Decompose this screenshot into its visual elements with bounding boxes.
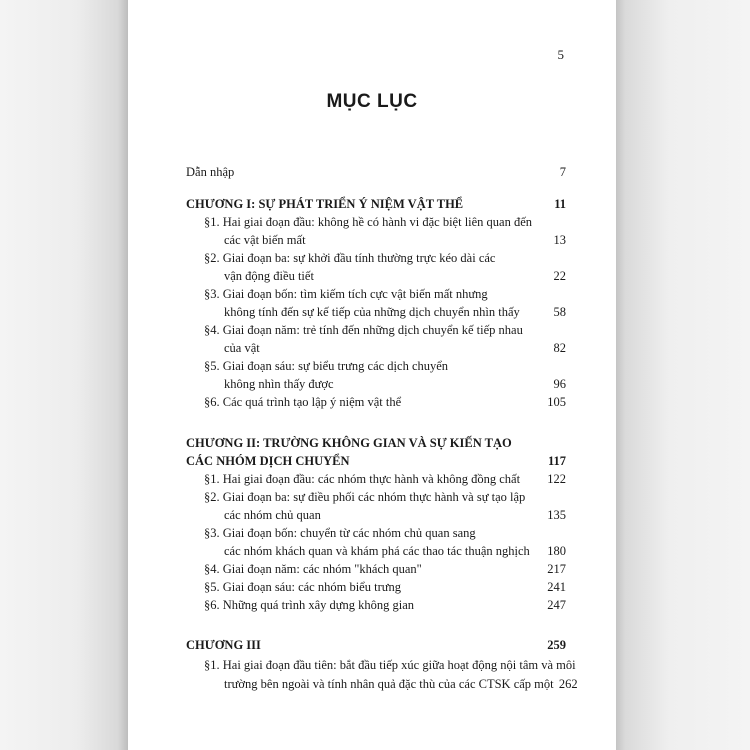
book-page xyxy=(128,0,616,750)
left-page-edge xyxy=(0,0,128,750)
toc-entry: §6. Những quá trình xây dựng không gian 247 xyxy=(204,598,566,612)
toc-entry: §4. Giai đoạn năm: trẻ tính đến những dịch chuyển kế tiếp nhau xyxy=(204,323,523,337)
toc-entry: §3. Giai đoạn bốn: tìm kiếm tích cực vật biến mất nhưng xyxy=(204,287,488,301)
toc-entry: §2. Giai đoạn ba: sự khởi đầu tính thường trực kéo dài các xyxy=(204,251,496,265)
toc-entry: trường bên ngoài và tính nhân quả đặc thù của các CTSK cấp một 262 xyxy=(224,677,578,691)
toc-entry: §2. Giai đoạn ba: sự điều phối các nhóm thực hành và sự tạo lập xyxy=(204,490,526,504)
page-title: MỤC LỤC xyxy=(326,91,418,112)
toc-entry: §3. Giai đoạn bốn: chuyển từ các nhóm chủ quan sang xyxy=(204,526,476,540)
toc-entry: các vật biến mất 13 xyxy=(224,233,566,247)
toc-entry: của vật 82 xyxy=(224,341,566,355)
toc-chapter-1: CHƯƠNG I: SỰ PHÁT TRIỂN Ý NIỆM VẬT THỂ 11 xyxy=(186,197,566,211)
toc-chapter-2: CHƯƠNG II: TRƯỜNG KHÔNG GIAN VÀ SỰ KIẾN TẠO xyxy=(186,436,512,450)
toc-chapter-3: CHƯƠNG III 259 xyxy=(186,638,566,652)
right-page-edge xyxy=(616,0,750,750)
toc-entry: không nhìn thấy được 96 xyxy=(224,377,566,391)
toc-entry: §1. Hai giai đoạn đầu: không hề có hành vi đặc biệt liên quan đến xyxy=(204,215,533,229)
toc-entry: các nhóm chủ quan 135 xyxy=(224,508,566,522)
toc-entry: §1. Hai giai đoạn đầu tiên: bắt đầu tiếp xúc giữa hoạt động nội tâm và môi xyxy=(204,658,576,672)
toc-entry: §5. Giai đoạn sáu: sự biểu trưng các dịch chuyển xyxy=(204,359,449,373)
toc-entry: §5. Giai đoạn sáu: các nhóm biểu trưng 241 xyxy=(204,580,566,594)
toc-entry-intro: Dẫn nhập 7 xyxy=(186,165,566,179)
toc-entry: vận động điều tiết 22 xyxy=(224,269,566,283)
toc-entry: không tính đến sự kế tiếp của những dịch chuyển nhìn thấy 58 xyxy=(224,305,566,319)
toc-entry: §1. Hai giai đoạn đầu: các nhóm thực hành và không đồng chất 122 xyxy=(204,472,566,486)
toc-entry: các nhóm khách quan và khám phá các thao tác thuận nghịch 180 xyxy=(224,544,566,558)
page-number: 5 xyxy=(557,47,564,62)
toc-chapter-2-cont: CÁC NHÓM DỊCH CHUYỂN 117 xyxy=(186,454,566,468)
toc-entry: §6. Các quá trình tạo lập ý niệm vật thể 105 xyxy=(204,395,566,409)
toc-entry: §4. Giai đoạn năm: các nhóm "khách quan" 217 xyxy=(204,562,566,576)
